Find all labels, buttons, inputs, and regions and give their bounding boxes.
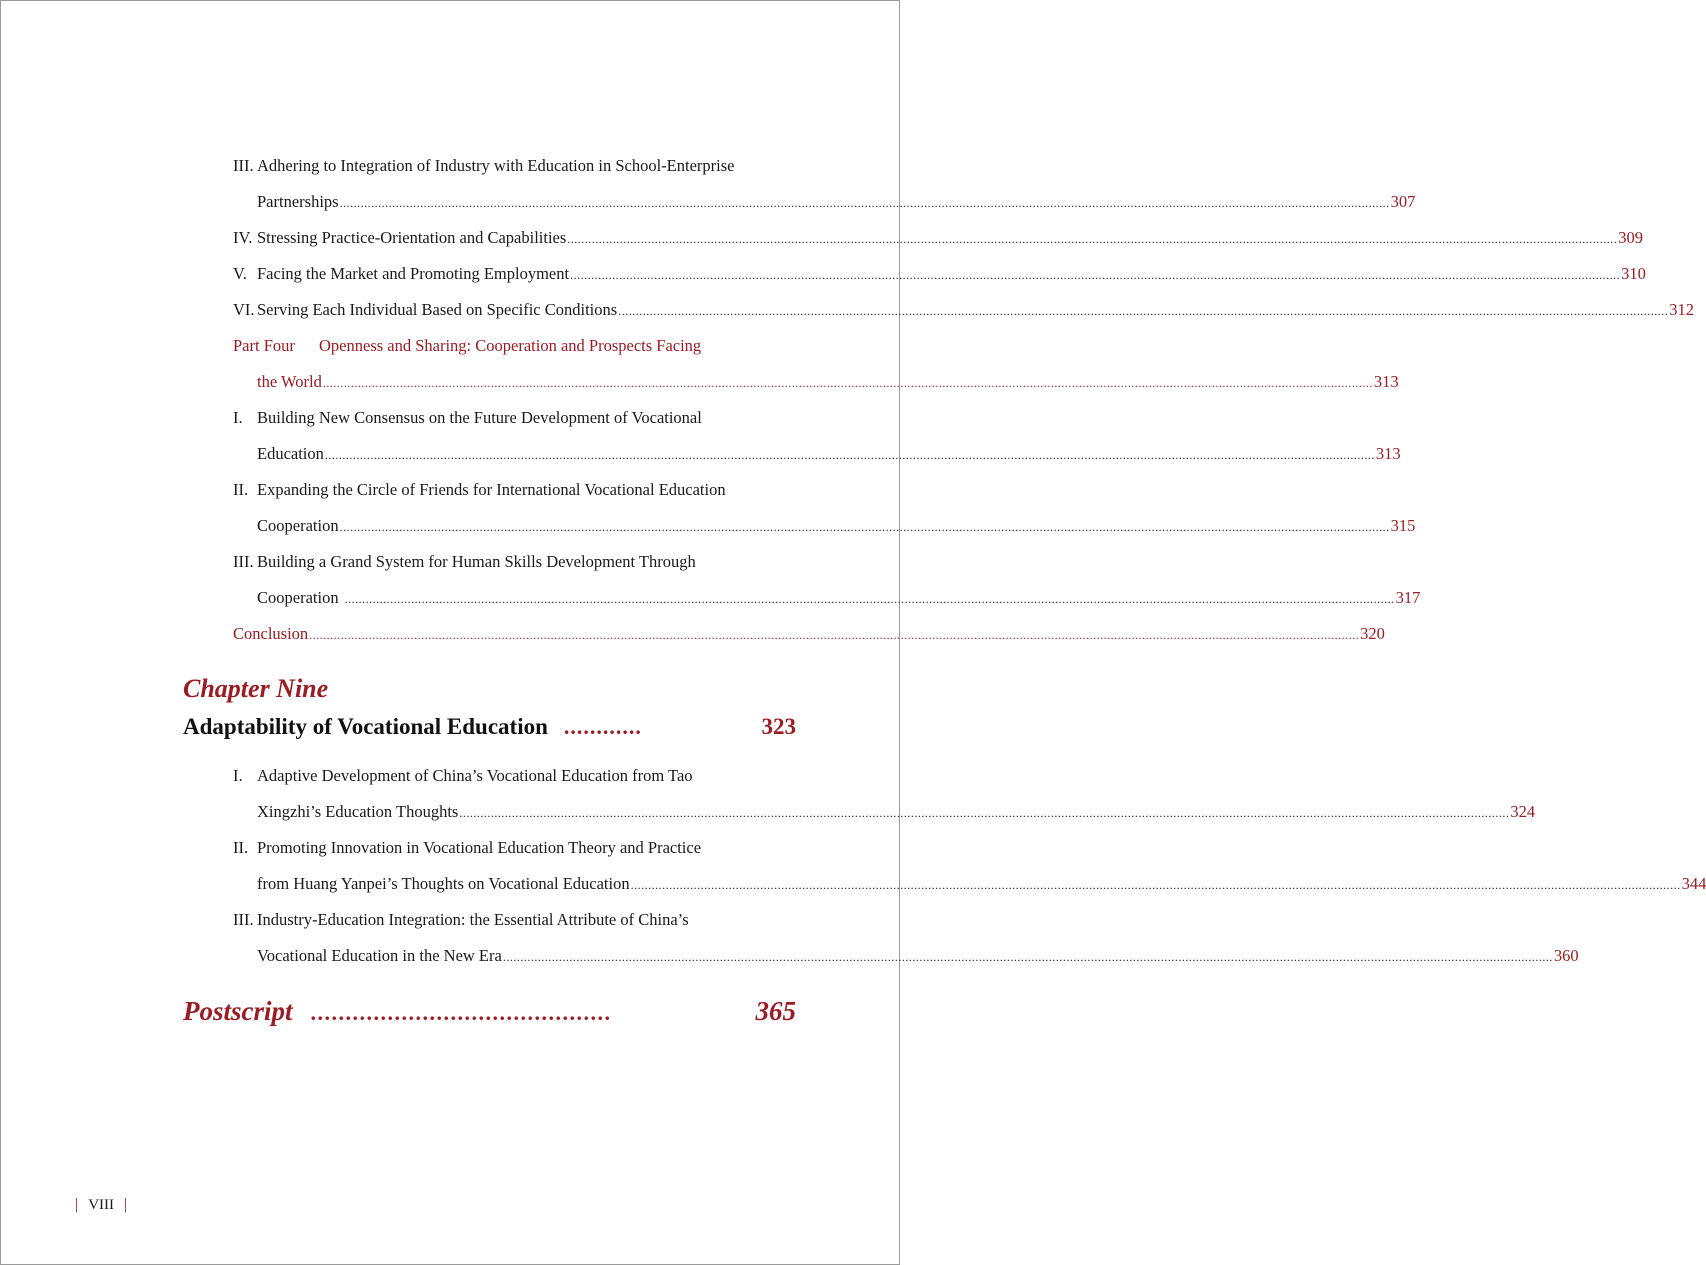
toc-entry-line[interactable] bbox=[233, 547, 796, 577]
toc-entry-line[interactable] bbox=[233, 761, 796, 791]
toc-entry-title: Expanding the Circle of Friends for International Vocational Education bbox=[257, 480, 726, 499]
toc-entry-line[interactable] bbox=[233, 295, 1694, 325]
postscript-page-number: 365 bbox=[755, 996, 796, 1026]
toc-entry-title: Building New Consensus on the Future Development of Vocational bbox=[257, 408, 702, 427]
leader-dots: ............................................................................................................................................................................................................................................................................................................ bbox=[339, 196, 1390, 210]
toc-entry-title: Industry-Education Integration: the Essential Attribute of China’s bbox=[257, 910, 689, 929]
chapter-leader-dots: ............ bbox=[563, 714, 642, 739]
toc-entry-line[interactable] bbox=[233, 223, 1644, 253]
toc-part-line[interactable] bbox=[233, 331, 796, 361]
toc-entry-line[interactable] bbox=[257, 869, 1706, 899]
toc-entry-title: Serving Each Individual Based on Specific Conditions bbox=[257, 300, 618, 319]
toc-entry-title: Adaptive Development of China’s Vocational Education from Tao bbox=[257, 766, 693, 785]
toc-entry-title: Adhering to Integration of Industry with Education in School-Enterprise bbox=[257, 156, 735, 175]
footer-page-number: VIII bbox=[88, 1196, 115, 1213]
toc-entry-number: III. bbox=[233, 552, 254, 571]
toc-entry-line[interactable] bbox=[233, 905, 796, 935]
leader-dots: ............................................................................................................................................................................................................................................................................................................ bbox=[502, 950, 1553, 964]
chapter-label: Chapter Nine bbox=[183, 674, 329, 703]
toc-part-title-cont: the World bbox=[257, 372, 322, 391]
toc-entry-title-cont: from Huang Yanpei’s Thoughts on Vocational Education bbox=[257, 874, 630, 893]
toc-entry-line[interactable] bbox=[233, 403, 796, 433]
toc-page-number: 317 bbox=[1395, 588, 1421, 607]
toc-entry-line[interactable] bbox=[257, 941, 1579, 971]
toc-entry-number: V. bbox=[233, 264, 247, 283]
chapter-title-row[interactable] bbox=[183, 709, 796, 745]
toc-entry-line[interactable] bbox=[257, 187, 1416, 217]
toc-entry-title: Building a Grand System for Human Skills Development Through bbox=[257, 552, 696, 571]
leader-dots: ............................................................................................................................................................................................................................................................................................................ bbox=[322, 376, 1373, 390]
toc-page-number: 307 bbox=[1390, 192, 1416, 211]
footer-bar-left: | bbox=[75, 1196, 79, 1213]
toc-entry-line[interactable] bbox=[257, 511, 1416, 541]
leader-dots: ............................................................................................................................................................................................................................................................................................................ bbox=[567, 232, 1618, 246]
leader-dots: ............................................................................................................................................................................................................................................................................................................ bbox=[339, 520, 1390, 534]
toc-entry-number: II. bbox=[233, 480, 249, 499]
toc-entry-title-cont: Cooperation bbox=[257, 588, 339, 607]
toc-part-title: Openness and Sharing: Cooperation and Prospects Facing bbox=[319, 336, 702, 355]
toc-entry-line[interactable] bbox=[257, 797, 1536, 827]
toc-entry-title-cont: Partnerships bbox=[257, 192, 339, 211]
toc-page-number: 313 bbox=[1373, 372, 1399, 391]
chapter-title: Adaptability of Vocational Education bbox=[183, 714, 548, 739]
toc-conclusion-title: Conclusion bbox=[233, 624, 309, 643]
toc-entry-line[interactable] bbox=[257, 583, 1421, 613]
toc-entry-title: Facing the Market and Promoting Employment bbox=[257, 264, 570, 283]
postscript-title: Postscript bbox=[183, 996, 293, 1026]
leader-dots: ............................................................................................................................................................................................................................................................................................................ bbox=[459, 806, 1510, 820]
toc-entry-number: II. bbox=[233, 838, 249, 857]
toc-page-number: 310 bbox=[1621, 264, 1646, 283]
toc-entry-title-cont: Vocational Education in the New Era bbox=[257, 946, 502, 965]
toc-part-line[interactable] bbox=[257, 367, 1399, 397]
toc-entry-title: Promoting Innovation in Vocational Education Theory and Practice bbox=[257, 838, 702, 857]
leader-dots: ............................................................................................................................................................................................................................................................................................................ bbox=[309, 628, 1360, 642]
toc-entry-number: VI. bbox=[233, 300, 255, 319]
toc-entry-title-cont: Education bbox=[257, 444, 324, 463]
leader-dots: ............................................................................................................................................................................................................................................................................................................ bbox=[344, 592, 1395, 606]
toc-page-number: 324 bbox=[1510, 802, 1536, 821]
toc-page-number: 320 bbox=[1360, 624, 1385, 643]
toc-entry-number: IV. bbox=[233, 228, 253, 247]
toc-page-number: 315 bbox=[1390, 516, 1416, 535]
toc-entry-line[interactable] bbox=[233, 259, 1646, 289]
toc-entry-number: III. bbox=[233, 910, 254, 929]
toc-part-number: Part Four bbox=[233, 336, 295, 355]
toc-entry-line[interactable] bbox=[257, 439, 1401, 469]
toc-page-number: 344 bbox=[1681, 874, 1706, 893]
leader-dots: ............................................................................................................................................................................................................................................................................................................ bbox=[630, 878, 1681, 892]
toc-entry-number: I. bbox=[233, 766, 243, 785]
toc-page-number: 313 bbox=[1375, 444, 1401, 463]
toc-page-number: 309 bbox=[1618, 228, 1644, 247]
toc-entry-line[interactable] bbox=[233, 475, 796, 505]
leader-dots: ............................................................................................................................................................................................................................................................................................................ bbox=[570, 268, 1621, 282]
toc-entry-number: I. bbox=[233, 408, 243, 427]
toc-page-number: 312 bbox=[1669, 300, 1694, 319]
toc-entry-line[interactable] bbox=[233, 833, 796, 863]
postscript-row[interactable] bbox=[183, 991, 796, 1031]
page-footer bbox=[75, 1193, 127, 1217]
toc-entry-title-cont: Xingzhi’s Education Thoughts bbox=[257, 802, 459, 821]
toc-entry-title-cont: Cooperation bbox=[257, 516, 339, 535]
postscript-leader-dots: ........................................... bbox=[310, 1000, 612, 1025]
chapter-page-number: 323 bbox=[761, 714, 796, 739]
leader-dots: ............................................................................................................................................................................................................................................................................................................ bbox=[324, 448, 1375, 462]
toc-page-number: 360 bbox=[1553, 946, 1579, 965]
toc-entry-title: Stressing Practice-Orientation and Capabilities bbox=[257, 228, 567, 247]
footer-bar-right: | bbox=[124, 1196, 128, 1213]
toc-conclusion-line[interactable] bbox=[233, 619, 1385, 649]
leader-dots: ............................................................................................................................................................................................................................................................................................................ bbox=[618, 304, 1669, 318]
toc-entry-number: III. bbox=[233, 156, 254, 175]
toc-entry-line[interactable] bbox=[233, 151, 796, 181]
